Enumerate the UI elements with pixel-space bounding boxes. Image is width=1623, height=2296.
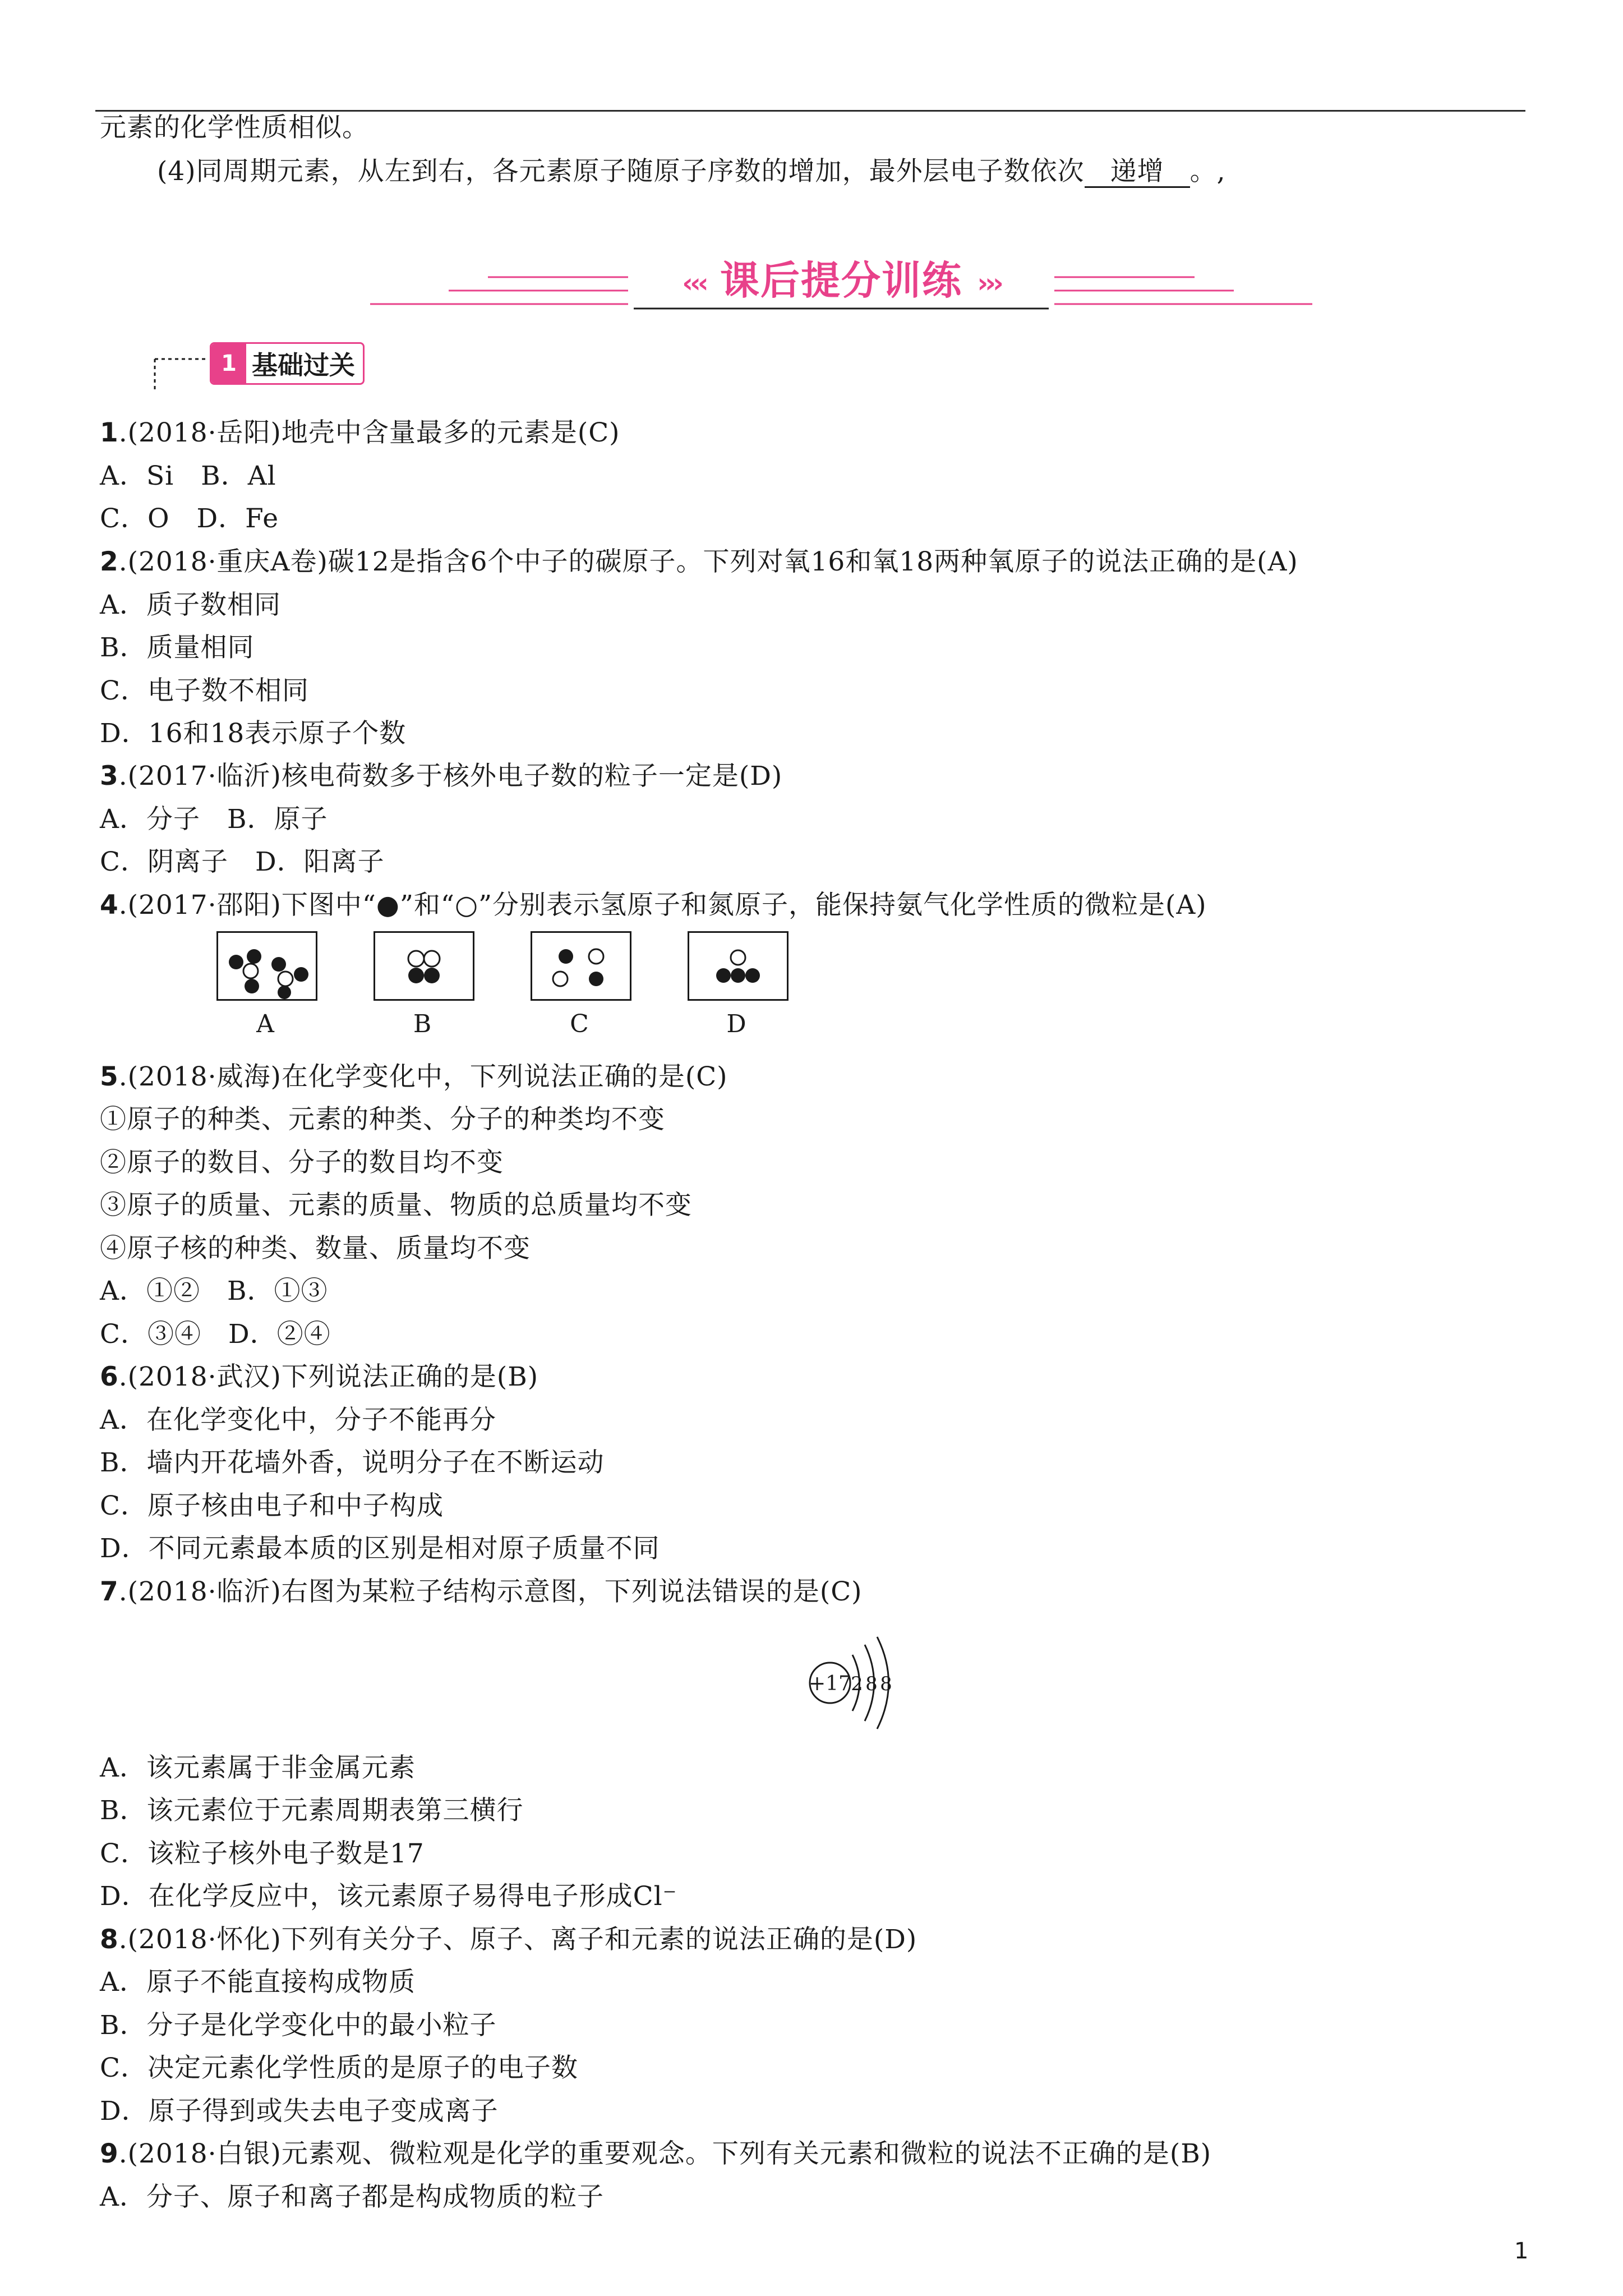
shell-1-count: 2 [851,1673,863,1695]
molecule-label-d: D [726,1010,746,1038]
q2-option-b: B．质量相同 [100,632,255,663]
q2-option-d: D．16和18表示原子个数 [100,718,407,749]
q9-stem-text: .(2018·白银)元素观、微粒观是化学的重要观念。下列有关元素和微粒的说法不正确的是(B) [118,2138,1212,2169]
q2-option-a: A．质子数相同 [100,590,281,620]
fill-blank-answer: 递增 [1085,157,1190,188]
banner-left-arrows: ‹‹‹ [682,267,706,299]
q7-option-c: C．该粒子核外电子数是17 [100,1838,425,1869]
question-number: 3 [100,761,119,792]
question-number: 8 [100,1924,119,1955]
molecule-figure-c [531,931,631,1001]
q5-stem-text: .(2018·威海)在化学变化中，下列说法正确的是(C) [118,1061,728,1092]
q9-stem [100,2137,1211,2171]
section-tag-box [210,342,365,385]
q2-option-c: C．电子数不相同 [100,675,309,706]
section-tag [153,342,394,389]
q9-option-a: A．分子、原子和离子都是构成物质的粒子 [100,2182,604,2212]
q6-stem [100,1360,538,1394]
q8-stem [100,1923,917,1957]
molecule-figure-d [688,931,789,1001]
section-banner [370,252,1312,314]
q3-stem-text: .(2017·临沂)核电荷数多于核外电子数的粒子一定是(D) [118,761,783,792]
q8-option-d: D．原子得到或失去电子变成离子 [100,2096,499,2127]
q6-option-b: B．墙内开花墙外香，说明分子在不断运动 [100,1447,605,1478]
q3-stem [100,760,782,793]
q7-option-a: A．该元素属于非金属元素 [100,1752,416,1783]
molecule-label-a: A [256,1010,274,1038]
q5-options-cd: C．③④ D．②④ [100,1319,331,1350]
q5-statement-1: ①原子的种类、元素的种类、分子的种类均不变 [100,1104,665,1135]
ammonia-molecules-icon [218,933,316,999]
question-number: 4 [100,890,119,921]
q5-stem [100,1060,728,1094]
q4-stem-text: .(2017·邵阳)下图中“●”和“○”分别表示氢原子和氮原子，能保持氨气化学性质的微粒是(A) [118,890,1207,921]
q7-stem-text: .(2018·临沂)右图为某粒子结构示意图，下列说法错误的是(C) [118,1576,863,1607]
molecule-figure-a [216,931,317,1001]
section-title: 基础过关 [252,350,355,380]
question-number: 6 [100,1361,119,1392]
shell-3-count: 8 [880,1673,892,1695]
q2-stem-text: .(2018·重庆A卷)碳12是指含6个中子的碳原子。下列对氧16和氧18两种氧原子的说法正确的是(A) [118,546,1298,577]
intro-line-2 [157,155,1226,188]
atom-structure-diagram [796,1632,909,1733]
q5-options-ab: A．①② B．①③ [100,1276,328,1306]
question-number: 9 [100,2138,119,2169]
section-number: 1 [211,344,246,383]
q6-option-d: D．不同元素最本质的区别是相对原子质量不同 [100,1533,660,1564]
question-number: 7 [100,1576,119,1607]
question-number: 5 [100,1061,119,1092]
q1-options-cd: C．O D．Fe [100,503,279,534]
nucleus-charge: +17 [809,1672,851,1695]
intro-line-2-suffix: 。, [1189,156,1226,187]
q4-stem [100,889,1207,922]
molecule-label-c: C [570,1010,589,1038]
molecule-pair-icon [375,933,473,999]
q6-option-a: A．在化学变化中，分子不能再分 [100,1405,496,1435]
q3-options-cd: C．阴离子 D．阳离子 [100,846,385,877]
q6-option-c: C．原子核由电子和中子构成 [100,1490,444,1521]
banner-title [665,252,1017,311]
q7-option-d: D．在化学反应中，该元素原子易得电子形成Cl⁻ [100,1881,677,1912]
q6-stem-text: .(2018·武汉)下列说法正确的是(B) [118,1361,539,1392]
q7-option-b: B．该元素位于元素周期表第三横行 [100,1795,524,1826]
q8-stem-text: .(2018·怀化)下列有关分子、原子、离子和元素的说法正确的是(D) [118,1924,917,1955]
section-tag-dotted-corner [153,342,214,393]
separate-atoms-icon [532,933,630,999]
intro-line-2-text: (4)同周期元素，从左到右，各元素原子随原子序数的增加，最外层电子数依次 [157,156,1085,187]
q5-statement-3: ③原子的质量、元素的质量、物质的总质量均不变 [100,1190,692,1221]
q8-option-b: B．分子是化学变化中的最小粒子 [100,2010,497,2041]
banner-right-arrows: ››› [977,267,1000,299]
banner-title-text: 课后提分训练 [720,257,962,303]
q1-options-ab: A．Si B．Al [100,461,276,491]
q8-option-c: C．决定元素化学性质的是原子的电子数 [100,2053,578,2083]
molecule-label-b: B [413,1010,432,1038]
q5-statement-4: ④原子核的种类、数量、质量均不变 [100,1233,531,1264]
q5-statement-2: ②原子的数目、分子的数目均不变 [100,1147,504,1178]
molecule-figure-b [374,931,474,1001]
shell-2-count: 8 [865,1673,878,1695]
q1-stem-text: .(2018·岳阳)地壳中含量最多的元素是(C) [118,417,620,448]
q3-options-ab: A．分子 B．原子 [100,804,328,835]
q1-stem [100,416,620,450]
page-number: 1 [1514,2238,1529,2264]
question-number: 2 [100,546,119,577]
intro-line-1: 元素的化学性质相似。 [100,112,369,143]
atom-cluster-icon [689,933,787,999]
question-number: 1 [100,417,119,448]
q2-stem [100,545,1298,579]
q7-stem [100,1575,863,1609]
q8-option-a: A．原子不能直接构成物质 [100,1967,416,1998]
